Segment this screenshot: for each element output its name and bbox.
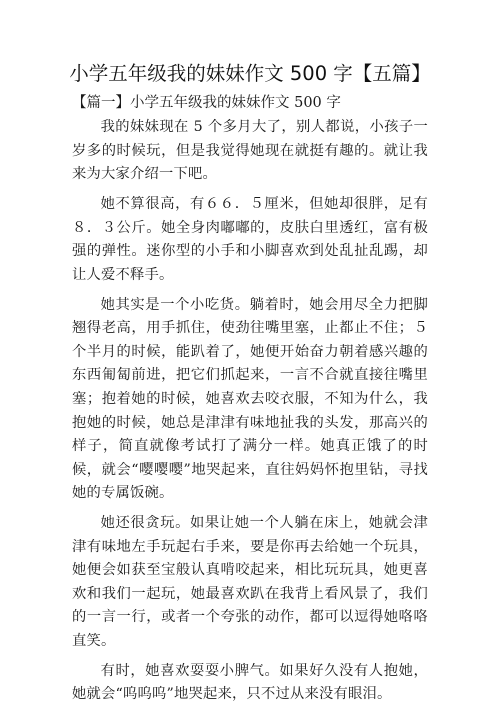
article-body bbox=[72, 116, 428, 707]
paragraph: 我的妹妹现在 5 个多月大了，别人都说，小孩子一岁多的时候玩，但是我觉得她现在就挺有趣的。就让我来为大家介绍一下吧。 bbox=[72, 119, 428, 183]
document-title: 小学五年级我的妹妹作文 500 字【五篇】 bbox=[69, 62, 431, 85]
paragraph: 她其实是一个小吃货。躺着时，她会用尽全力把脚翘得老高，用手抓住，使劲往嘴里塞，止都止不住；５个半月的时候，能趴着了，她便开始奋力朝着感兴趣的东西匍匐前进，把它们抓起来，一言不合就直接往嘴里塞；抱着她的时候，她喜欢去咬衣服，不知为什么，我抱她的时候，她总是津津有味地扯我的头发，那高兴的样子，简直就像考试打了满分一样。她真正饿了的时候，就会“嘤嘤嘤”地哭起来，直往妈妈怀抱里钻，寻找她的专属饭碗。 bbox=[72, 296, 428, 502]
paragraph: 她还很贪玩。如果让她一个人躺在床上，她就会津津有味地左手玩起右手来，要是你再去给她一个玩具，她便会如获至宝般认真啃咬起来，相比玩玩具，她更喜欢和我们一起玩，她最喜欢趴在我背上看风景了，我们的一言一行，或者一个夸张的动作，都可以逗得她咯咯直笑。 bbox=[72, 515, 428, 650]
section-heading: 【篇一】小学五年级我的妹妹作文 500 字 bbox=[72, 95, 341, 111]
paragraph: 她不算很高，有６６．５厘米，但她却很胖，足有８．３公斤。她全身肉嘟嘟的，皮肤白里透红，富有极强的弹性。迷你型的小手和小脚喜欢到处乱扯乱踢，却让人爱不释手。 bbox=[72, 195, 428, 283]
paragraph: 有时，她喜欢耍耍小脾气。如果好久没有人抱她，她就会“呜呜呜”地哭起来，只不过从来没有眼泪。 bbox=[72, 662, 428, 703]
